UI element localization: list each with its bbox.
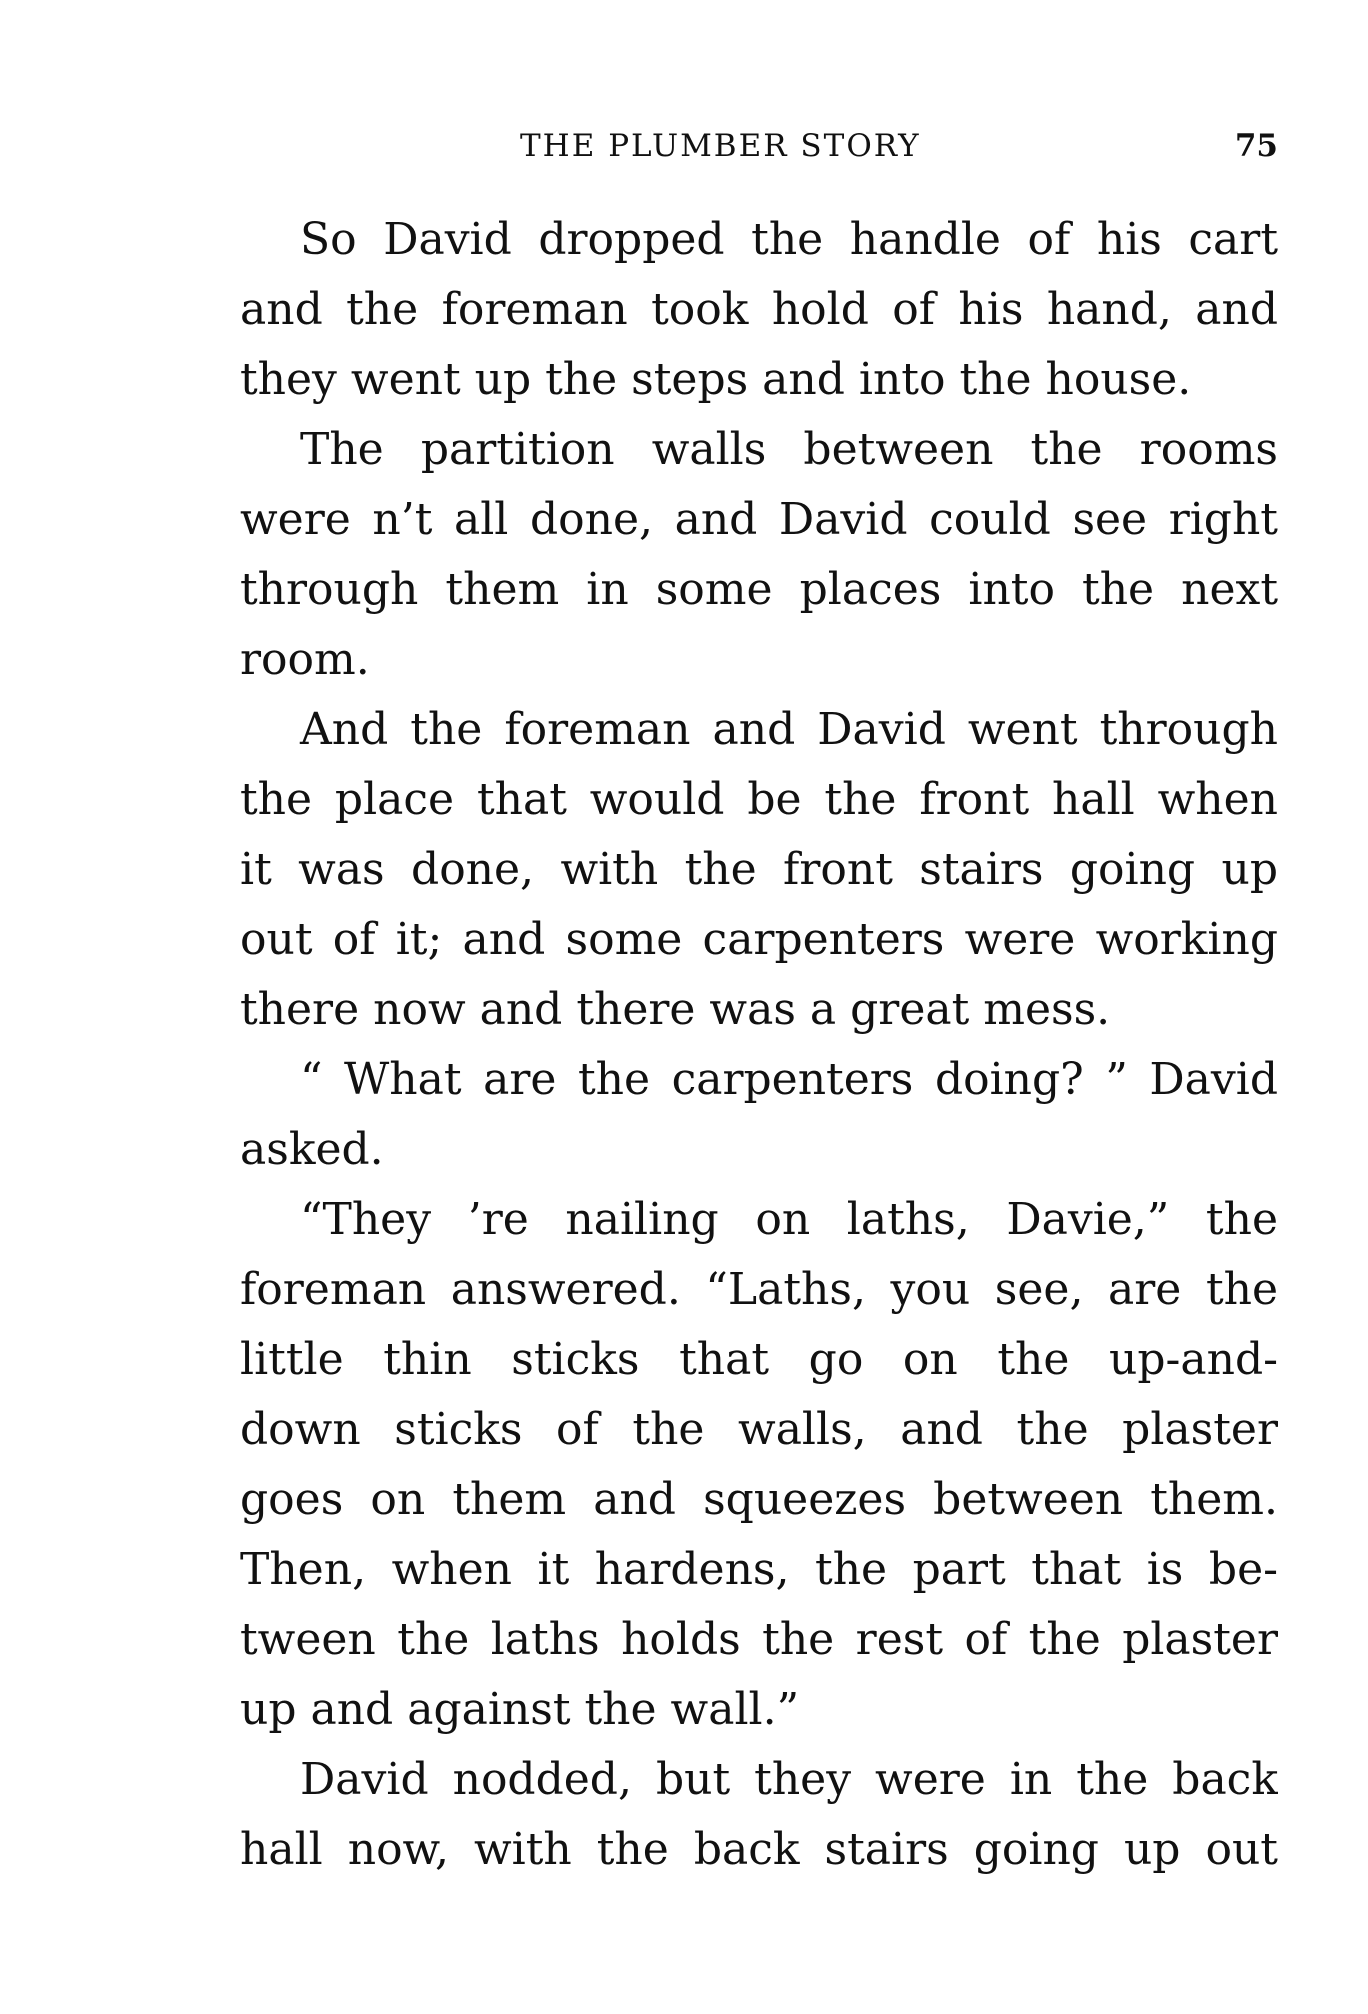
text-line: goes on them and squeezes between them. bbox=[240, 1474, 1278, 1525]
text-line: out of it; and some carpenters were working bbox=[240, 914, 1278, 965]
text-line: asked. bbox=[240, 1124, 384, 1175]
text-line: were n’t all done, and David could see right bbox=[240, 494, 1278, 545]
text-line: “They ’re nailing on laths, Davie,” the bbox=[300, 1194, 1278, 1245]
text-line: David nodded, but they were in the back bbox=[300, 1754, 1278, 1805]
text-line: And the foreman and David went through bbox=[300, 704, 1278, 755]
text-line: tween the laths holds the rest of the plaster bbox=[240, 1614, 1278, 1665]
text-line: down sticks of the walls, and the plaster bbox=[240, 1404, 1278, 1455]
text-line: they went up the steps and into the house. bbox=[240, 354, 1192, 405]
text-line: The partition walls between the rooms bbox=[300, 424, 1278, 475]
text-line: hall now, with the back stairs going up out bbox=[240, 1824, 1278, 1875]
running-title: THE PLUMBER STORY bbox=[520, 128, 921, 164]
page-number: 75 bbox=[1234, 128, 1278, 164]
running-head bbox=[240, 128, 1278, 172]
text-line: it was done, with the front stairs going up bbox=[240, 844, 1278, 895]
text-line: foreman answered. “Laths, you see, are the bbox=[240, 1264, 1278, 1315]
text-line: the place that would be the front hall when bbox=[240, 774, 1278, 825]
body-text bbox=[240, 205, 1278, 1885]
text-line: Then, when it hardens, the part that is be- bbox=[240, 1544, 1278, 1595]
text-line: there now and there was a great mess. bbox=[240, 984, 1111, 1035]
text-line: through them in some places into the next bbox=[240, 564, 1278, 615]
text-line: “ What are the carpenters doing? ” David bbox=[300, 1054, 1278, 1105]
text-line: room. bbox=[240, 634, 370, 685]
text-line: little thin sticks that go on the up-and- bbox=[240, 1334, 1278, 1385]
text-line: up and against the wall.” bbox=[240, 1684, 800, 1735]
text-line: So David dropped the handle of his cart bbox=[300, 214, 1278, 265]
text-line: and the foreman took hold of his hand, and bbox=[240, 284, 1278, 335]
